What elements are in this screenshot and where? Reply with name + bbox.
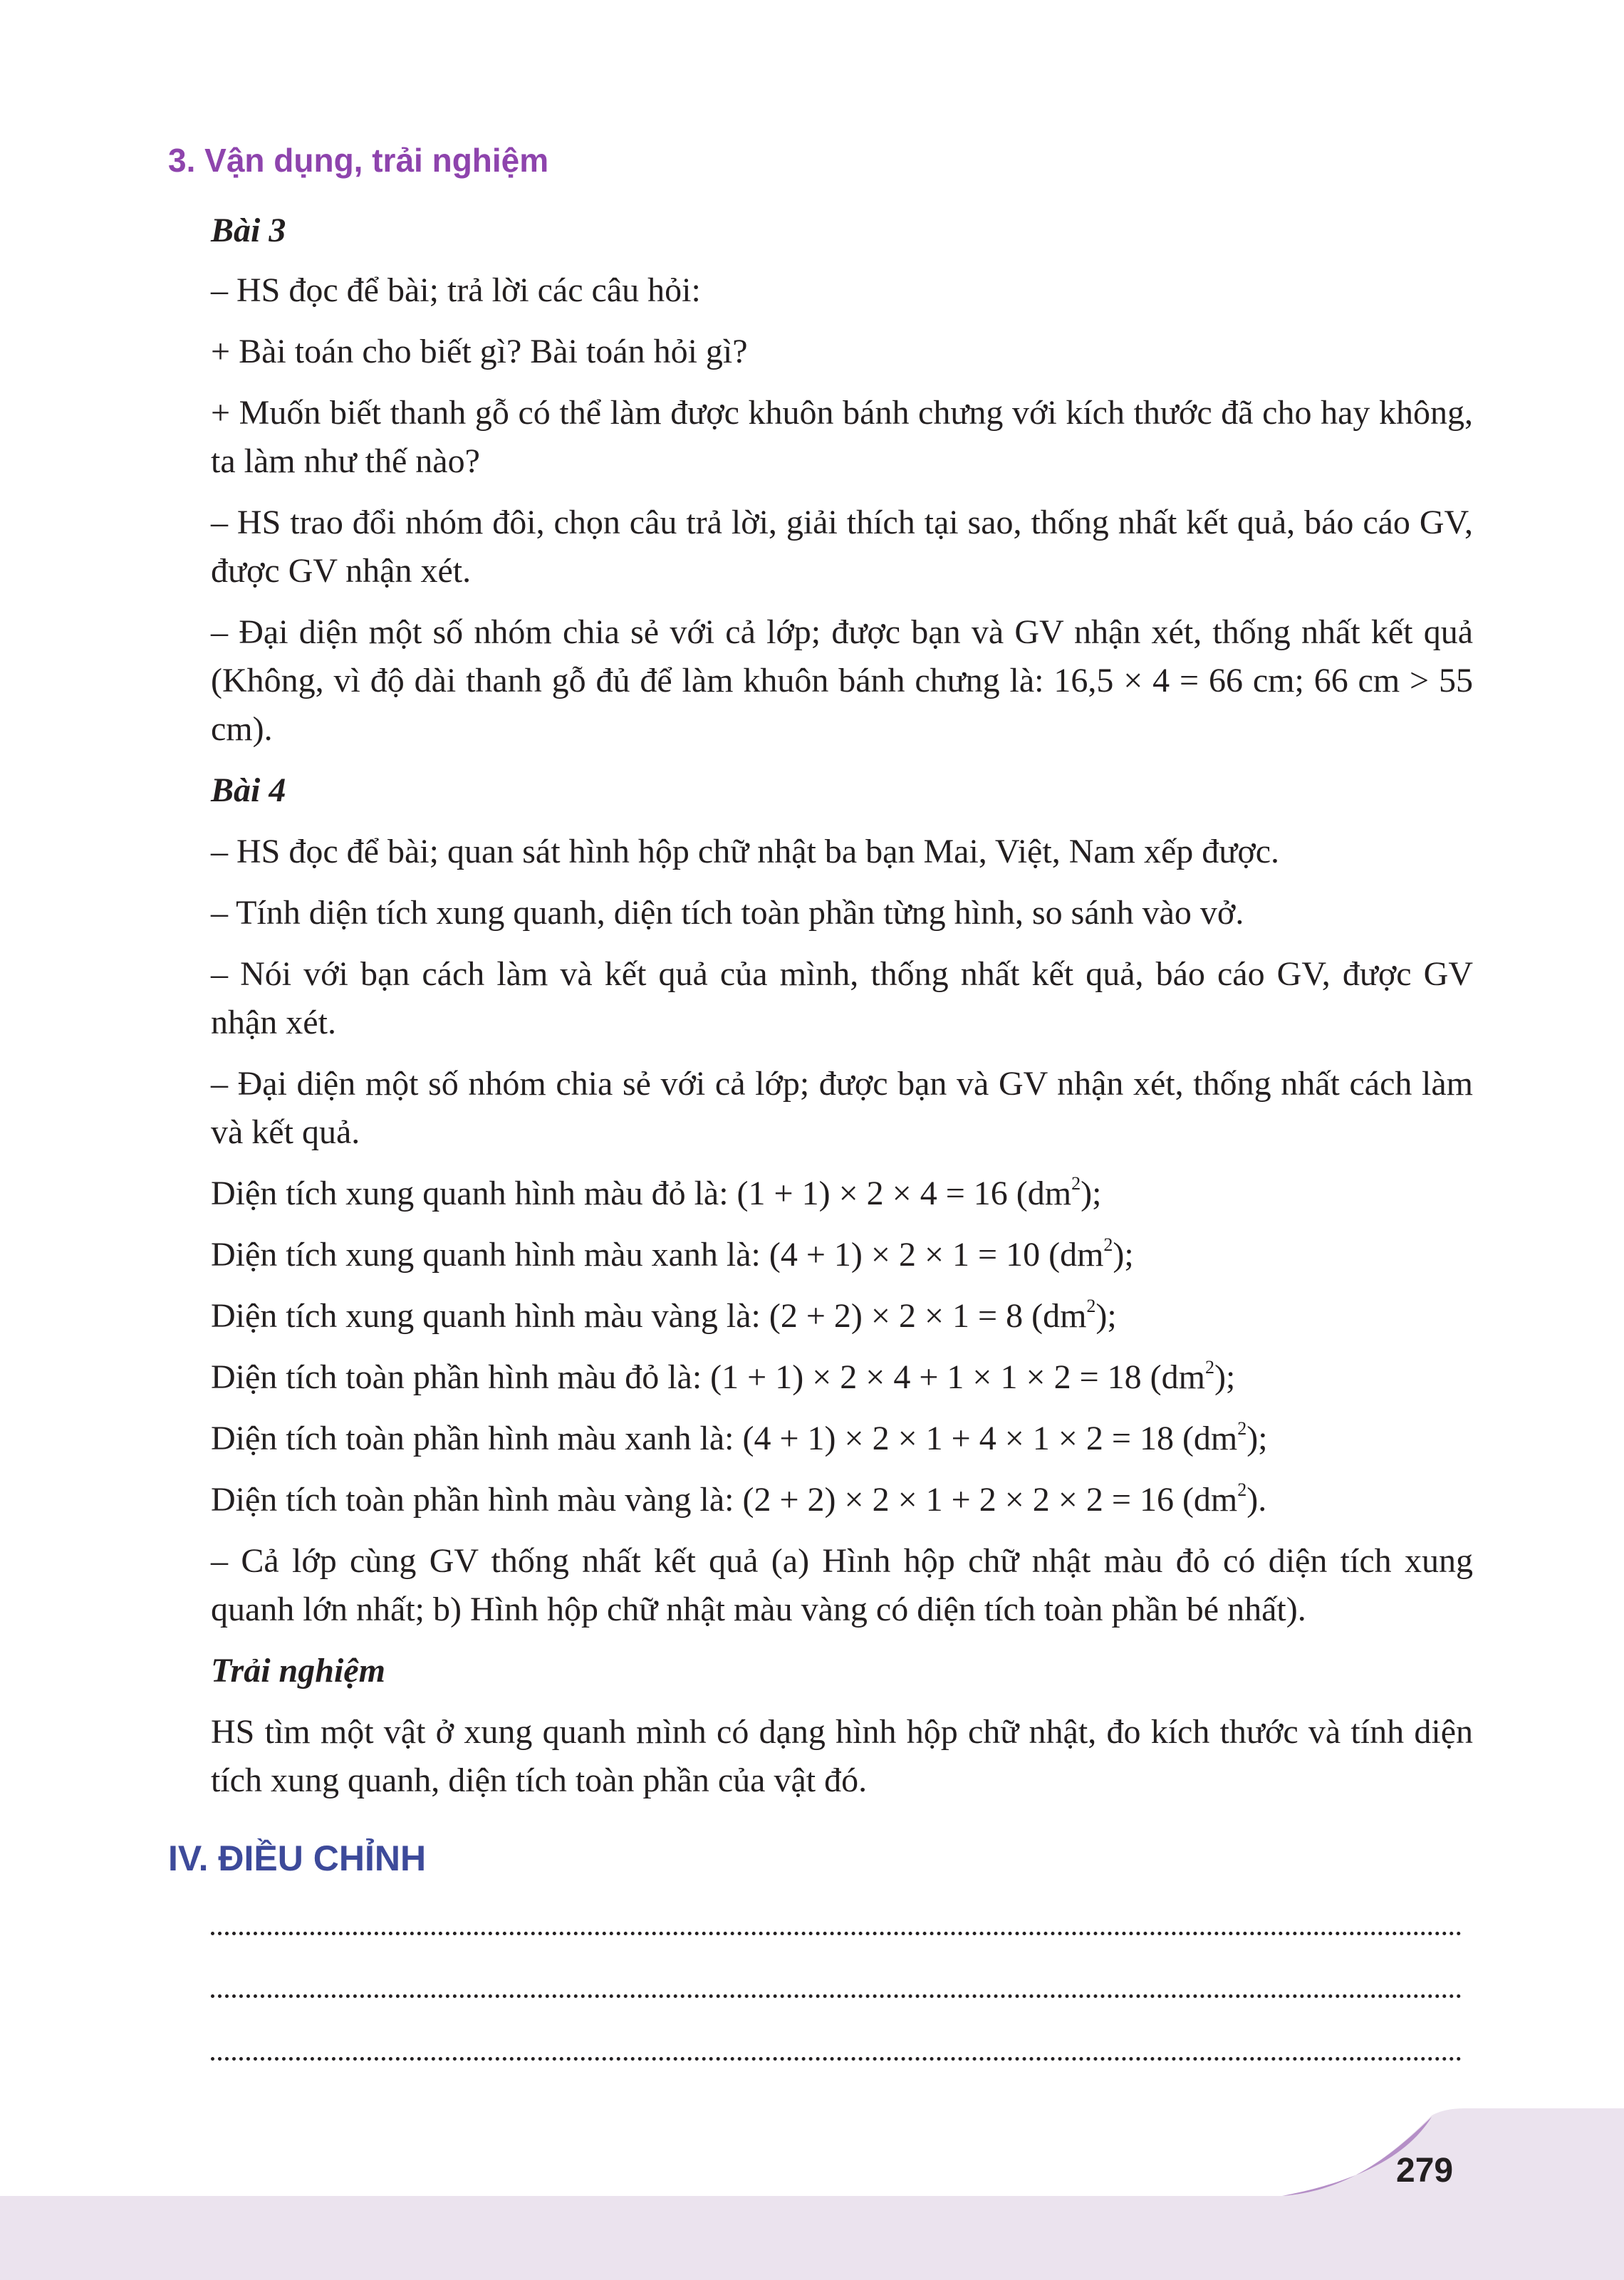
formula-line: Diện tích toàn phần hình màu xanh là: (4 + 1) × 2 × 1 + 4 × 1 × 2 = 18 $(dm^2)$; [211, 1418, 1268, 1457]
bai-4-conclusion: – Cả lớp cùng GV thống nhất kết quả (a) Hình hộp chữ nhật màu đỏ có diện tích xung quanh lớn nhất; b) Hình hộp chữ nhật màu vàng có diện tích toàn phần bé nhất). [211, 1542, 1473, 1628]
page-corner-tab [1282, 2108, 1624, 2280]
bai-4-heading: Bài 4 [211, 771, 286, 809]
bai-4-paragraph: – Đại diện một số nhóm chia sẻ với cả lớp; được bạn và GV nhận xét, thống nhất cách làm và kết quả. [211, 1065, 1473, 1151]
section-4-title: IV. ĐIỀU CHỈNH [168, 1838, 427, 1878]
formula-line: Diện tích xung quanh hình màu đỏ là: (1 + 1) × 2 × 4 = 16 $(dm^2)$; [211, 1173, 1102, 1212]
dotted-line [211, 2057, 1462, 2061]
bai-3-heading: Bài 3 [211, 212, 286, 249]
bai-3-paragraph: – Đại diện một số nhóm chia sẻ với cả lớp; được bạn và GV nhận xét, thống nhất kết quả (Không, vì độ dài thanh gỗ đủ để làm khuôn bánh chưng là: 16,5 × 4 = 66 cm; 66 cm > 55 cm). [211, 613, 1473, 748]
bai-4-paragraph: – Tính diện tích xung quanh, diện tích toàn phần từng hình, so sánh vào vở. [211, 894, 1244, 932]
bai-3-paragraph: – HS đọc để bài; trả lời các câu hỏi: [211, 271, 701, 309]
trai-nghiem-heading: Trải nghiệm [211, 1652, 385, 1690]
bai-4-paragraph: – Nói với bạn cách làm và kết quả của mình, thống nhất kết quả, báo cáo GV, được GV nhận xét. [211, 955, 1473, 1041]
bai-3-paragraph: – HS trao đổi nhóm đôi, chọn câu trả lời, giải thích tại sao, thống nhất kết quả, báo cáo GV, được GV nhận xét. [211, 504, 1473, 590]
trai-nghiem-text: HS tìm một vật ở xung quanh mình có dạng hình hộp chữ nhật, đo kích thước và tính diện tích xung quanh, diện tích toàn phần của vật đó. [211, 1713, 1473, 1799]
bai-3-paragraph: + Muốn biết thanh gỗ có thể làm được khuôn bánh chưng với kích thước đã cho hay không, ta làm như thế nào? [211, 394, 1473, 480]
dotted-line [211, 1994, 1462, 1998]
formula-line: Diện tích toàn phần hình màu đỏ là: (1 + 1) × 2 × 4 + 1 × 1 × 2 = 18 $(dm^2)$; [211, 1357, 1236, 1396]
page-number: 279 [1396, 2152, 1454, 2190]
bai-3-paragraph: + Bài toán cho biết gì? Bài toán hỏi gì? [211, 333, 748, 370]
formula-line: Diện tích xung quanh hình màu xanh là: (4 + 1) × 2 × 1 = 10 $(dm^2)$; [211, 1234, 1134, 1274]
formula-line: Diện tích toàn phần hình màu vàng là: (2 + 2) × 2 × 1 + 2 × 2 × 2 = 16 $(dm^2)$. [211, 1479, 1267, 1519]
formula-line: Diện tích xung quanh hình màu vàng là: (2 + 2) × 2 × 1 = 8 $(dm^2)$; [211, 1296, 1117, 1335]
section-3-body [211, 207, 1473, 1805]
bai-4-paragraph: – HS đọc để bài; quan sát hình hộp chữ nhật ba bạn Mai, Việt, Nam xếp được. [211, 833, 1279, 870]
section-3-title: 3. Vận dụng, trải nghiệm [168, 142, 549, 179]
dotted-line [211, 1932, 1462, 1935]
